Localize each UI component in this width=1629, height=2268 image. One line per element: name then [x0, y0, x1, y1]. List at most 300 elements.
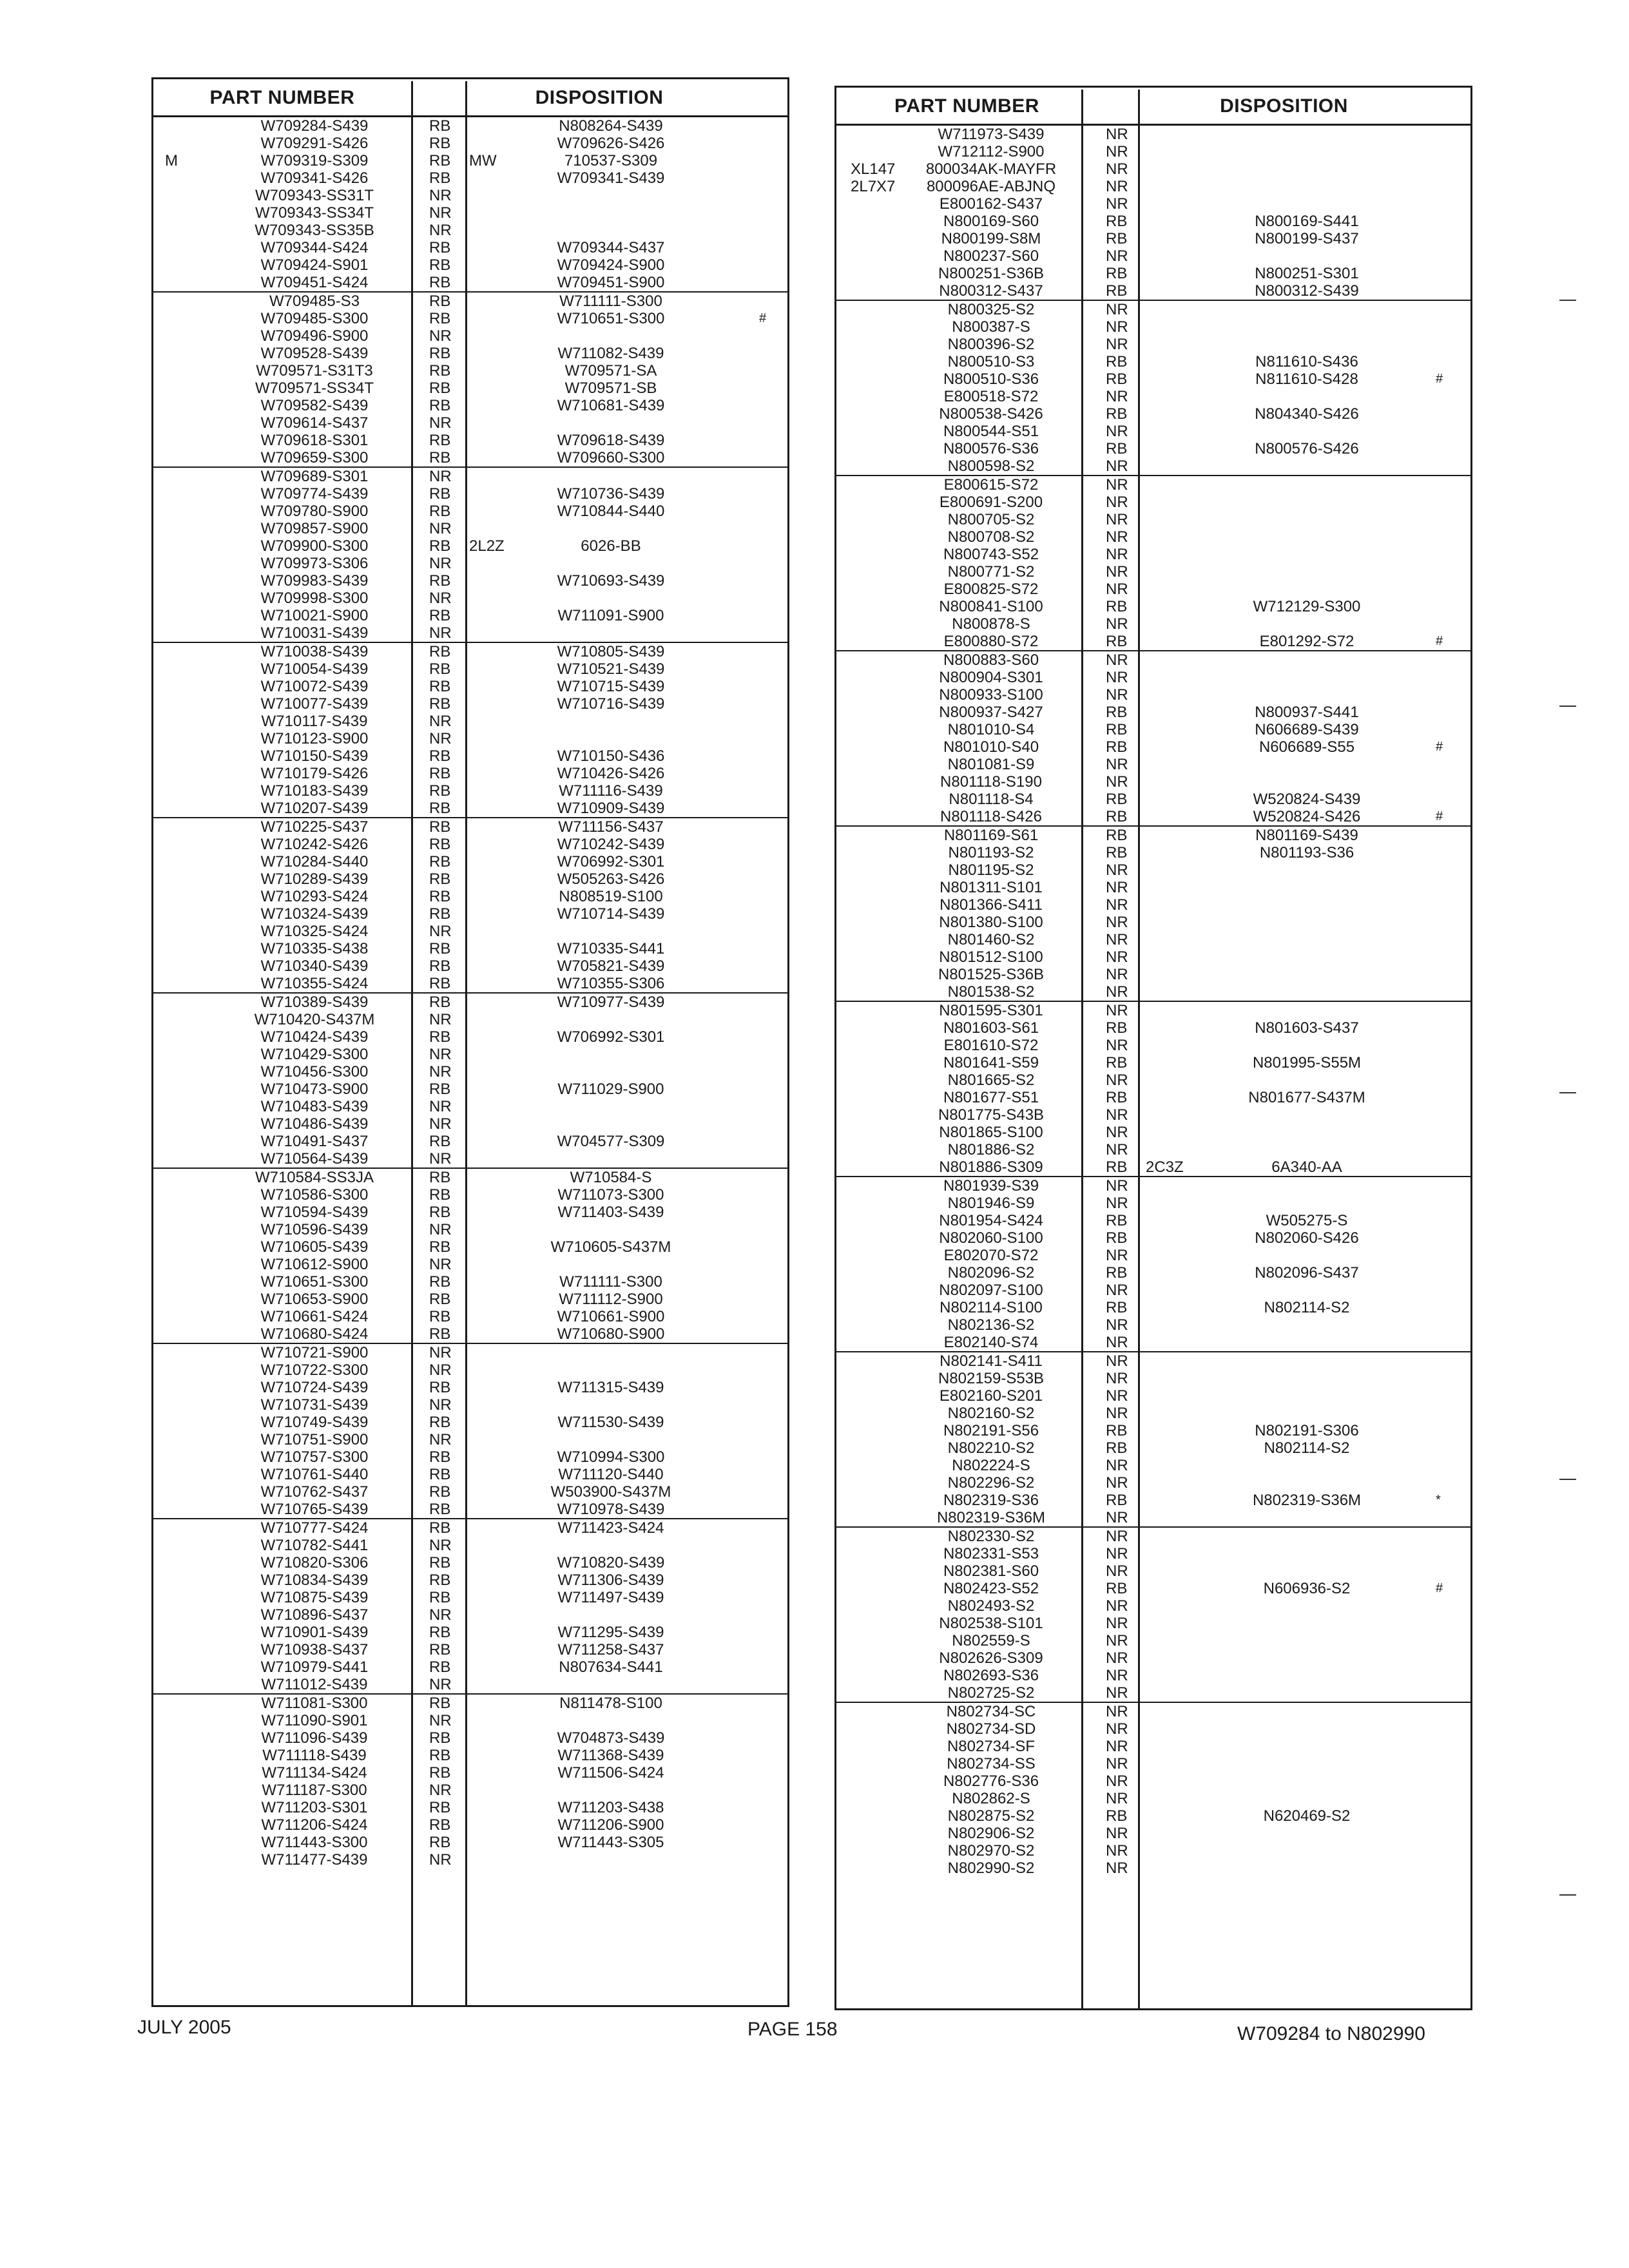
row-group — [153, 1168, 787, 1343]
part-number-cell: W710586-S300 — [260, 1186, 369, 1204]
table-row — [836, 1002, 1470, 1019]
part-number-cell: W709900-S300 — [260, 537, 369, 555]
table-row — [153, 1379, 787, 1396]
table-row — [836, 1106, 1470, 1124]
replacement-part-cell: W710680-S900 — [557, 1325, 665, 1343]
replacement-part-cell: N801603-S437 — [1255, 1019, 1359, 1037]
disposition-code-cell: RB — [1106, 598, 1128, 615]
part-number-cell: W710651-S300 — [260, 1273, 369, 1291]
table-row — [836, 457, 1470, 475]
replacement-part-cell: W710150-S436 — [557, 747, 665, 765]
table-row — [836, 738, 1470, 756]
disposition-code-cell: RB — [429, 905, 451, 923]
table-row — [153, 362, 787, 380]
disposition-code-cell: NR — [1106, 1405, 1128, 1422]
replacement-part-cell: W709618-S439 — [557, 432, 665, 449]
part-number-cell: W710225-S437 — [260, 818, 369, 836]
part-number-cell: W709341-S426 — [260, 169, 369, 187]
disposition-code-cell: NR — [1106, 1738, 1128, 1755]
part-number-cell: N800933-S100 — [939, 686, 1043, 704]
part-number-cell: W709618-S301 — [260, 432, 369, 449]
disposition-code-cell: NR — [1106, 1474, 1128, 1492]
table-row — [153, 940, 787, 957]
table-row — [836, 651, 1470, 669]
table-row — [153, 1431, 787, 1448]
part-number-cell: W710456-S300 — [260, 1063, 369, 1081]
table-row — [836, 1299, 1470, 1316]
replacement-part-cell: W704873-S439 — [557, 1729, 665, 1747]
replacement-part-cell: W710651-S300 — [557, 310, 665, 327]
replacement-part-cell: W709626-S426 — [557, 135, 665, 152]
note-mark-cell: # — [759, 311, 767, 325]
part-number-cell: N802191-S56 — [943, 1422, 1039, 1439]
table-row — [153, 747, 787, 765]
part-number-cell: N802693-S36 — [943, 1667, 1039, 1684]
replacement-part-cell: W711116-S439 — [559, 782, 663, 800]
disposition-code-cell: RB — [1106, 1492, 1128, 1509]
table-row — [836, 983, 1470, 1001]
table-row — [153, 1712, 787, 1729]
table-row — [153, 1729, 787, 1747]
row-group — [836, 1001, 1470, 1176]
table-row — [153, 905, 787, 923]
part-number-cell: N802559-S — [952, 1632, 1030, 1649]
table-row — [836, 423, 1470, 440]
table-row — [153, 503, 787, 520]
table-row — [153, 485, 787, 503]
table-row — [836, 195, 1470, 213]
disposition-code-cell: RB — [429, 1291, 451, 1308]
disposition-code-cell: RB — [429, 1169, 451, 1186]
part-number-cell: W709571-S31T3 — [256, 362, 373, 380]
table-row — [836, 1807, 1470, 1825]
disposition-code-cell: RB — [429, 572, 451, 590]
disposition-code-cell: NR — [1106, 1825, 1128, 1842]
table-row — [153, 380, 787, 397]
table-row — [836, 1229, 1470, 1247]
disposition-code-cell: NR — [429, 1782, 452, 1799]
table-row — [836, 948, 1470, 966]
table-row — [836, 318, 1470, 336]
part-number-cell: W710179-S426 — [260, 765, 369, 782]
part-number-cell: W710875-S439 — [260, 1589, 369, 1606]
disposition-code-cell: NR — [1106, 1545, 1128, 1562]
disposition-code-cell: NR — [429, 1431, 452, 1448]
table-row — [153, 1046, 787, 1063]
part-number-cell: N802296-S2 — [947, 1474, 1035, 1492]
column-divider — [1138, 90, 1140, 2008]
part-number-cell: W711206-S424 — [261, 1816, 368, 1834]
table-row — [153, 957, 787, 975]
part-number-cell: N802141-S411 — [940, 1352, 1043, 1370]
part-number-cell: N800904-S301 — [939, 669, 1043, 686]
table-row — [836, 1072, 1470, 1089]
part-number-cell: N801641-S59 — [943, 1054, 1039, 1072]
disposition-code-cell: NR — [1106, 388, 1128, 405]
part-number-cell: N801380-S100 — [939, 914, 1043, 931]
table-row — [836, 230, 1470, 247]
replacement-part-cell: N620469-S2 — [1263, 1807, 1351, 1825]
replacement-part-cell: W711315-S439 — [557, 1379, 664, 1396]
replacement-part-cell: W709571-SA — [564, 362, 657, 380]
disposition-code-cell: RB — [429, 1519, 451, 1537]
part-number-cell: N800237-S60 — [943, 247, 1039, 265]
disposition-code-cell: RB — [429, 765, 451, 782]
disposition-code-cell: NR — [1106, 1352, 1128, 1370]
row-group — [836, 650, 1470, 825]
disposition-code-cell: RB — [1106, 370, 1128, 388]
replacement-part-cell: W710844-S440 — [557, 503, 665, 520]
part-number-cell: E800691-S200 — [939, 494, 1043, 511]
replacement-part-cell: W710605-S437M — [550, 1238, 671, 1256]
part-number-cell: N802331-S53 — [943, 1545, 1039, 1562]
table-row — [153, 730, 787, 747]
replacement-part-cell: N811610-S436 — [1255, 353, 1358, 370]
disposition-code-cell: RB — [429, 239, 451, 256]
table-row — [153, 432, 787, 449]
replacement-part-cell: W704577-S309 — [557, 1133, 665, 1150]
disposition-code-cell: NR — [429, 624, 452, 642]
disposition-code-cell: RB — [1106, 265, 1128, 282]
disposition-code-cell: NR — [1106, 1387, 1128, 1405]
disposition-code-cell: RB — [1106, 1580, 1128, 1597]
part-number-cell: W709780-S900 — [260, 503, 369, 520]
column-divider — [1081, 90, 1083, 2008]
disposition-code-cell: RB — [429, 256, 451, 274]
disposition-code-cell: RB — [429, 1204, 451, 1221]
replacement-part-cell: N800576-S426 — [1255, 440, 1359, 457]
table-row — [153, 1519, 787, 1537]
replacement-part-cell: W710805-S439 — [557, 643, 665, 660]
disposition-code-cell: NR — [1106, 1124, 1128, 1141]
row-group — [836, 475, 1470, 650]
prefix-cell: M — [165, 152, 178, 169]
part-number-cell: W709496-S900 — [260, 327, 369, 345]
table-row — [153, 1414, 787, 1431]
part-number-cell: W709343-SS31T — [255, 187, 374, 204]
disposition-code-cell: NR — [429, 1396, 452, 1414]
part-number-cell: W709284-S439 — [260, 117, 369, 135]
table-row — [836, 966, 1470, 983]
margin-mark — [1559, 1092, 1576, 1093]
table-header — [836, 88, 1470, 126]
part-number-cell: E800615-S72 — [943, 476, 1039, 494]
table-row — [153, 239, 787, 256]
table-row — [836, 1509, 1470, 1526]
part-number-header: PART NUMBER — [209, 87, 355, 108]
replacement-part-cell: N801193-S36 — [1259, 844, 1354, 861]
part-number-cell: N802423-S52 — [943, 1580, 1039, 1597]
part-number-cell: N802097-S100 — [939, 1282, 1043, 1299]
disposition-code-cell: RB — [429, 1554, 451, 1571]
replacement-part-cell: W710736-S439 — [557, 485, 665, 503]
margin-mark — [1559, 300, 1576, 301]
table-body — [153, 117, 787, 2005]
replacement-part-cell: W710714-S439 — [557, 905, 665, 923]
disposition-code-cell: RB — [1106, 440, 1128, 457]
row-group — [836, 825, 1470, 1001]
replacement-part-cell: W503900-S437M — [550, 1483, 671, 1501]
replacement-part-cell: W505263-S426 — [557, 870, 665, 888]
disposition-code-cell: RB — [429, 1028, 451, 1046]
row-group — [836, 1702, 1470, 1877]
part-number-cell: W709973-S306 — [260, 555, 369, 572]
disposition-code-cell: NR — [1106, 1790, 1128, 1807]
table-row — [836, 1580, 1470, 1597]
table-row — [153, 1361, 787, 1379]
table-row — [836, 178, 1470, 195]
replacement-part-cell: W709344-S437 — [557, 239, 665, 256]
table-row — [153, 397, 787, 414]
prefix-cell: XL147 — [851, 160, 896, 178]
table-row — [836, 1562, 1470, 1580]
replacement-part-cell: W711111-S300 — [559, 1273, 662, 1291]
part-number-cell: E800162-S437 — [939, 195, 1043, 213]
disposition-code-cell: NR — [1106, 1195, 1128, 1212]
table-row — [836, 1457, 1470, 1474]
table-row — [153, 1834, 787, 1851]
part-number-cell: W709774-S439 — [260, 485, 369, 503]
disposition-code-cell: RB — [1106, 633, 1128, 650]
part-number-header: PART NUMBER — [894, 95, 1039, 117]
table-row — [153, 327, 787, 345]
table-row — [836, 1422, 1470, 1439]
table-row — [153, 1554, 787, 1571]
replacement-part-cell: W710693-S439 — [557, 572, 665, 590]
part-number-cell: W710661-S424 — [260, 1308, 369, 1325]
table-row — [836, 773, 1470, 791]
disposition-code-cell: NR — [1106, 1720, 1128, 1738]
table-row — [836, 265, 1470, 282]
replacement-part-cell: N804340-S426 — [1255, 405, 1359, 423]
disposition-code-cell: RB — [429, 607, 451, 624]
part-number-cell: E802160-S201 — [939, 1387, 1043, 1405]
disposition-code-cell: NR — [1106, 914, 1128, 931]
replacement-part-cell: W711443-S305 — [557, 1834, 664, 1851]
part-number-cell: N800878-S — [952, 615, 1030, 633]
disposition-code-cell: NR — [1106, 1528, 1128, 1545]
disposition-code-cell: RB — [429, 310, 451, 327]
part-number-cell: W711134-S424 — [262, 1764, 367, 1782]
disposition-code-cell: NR — [429, 187, 452, 204]
table-row — [153, 1676, 787, 1693]
replacement-part-cell: N606689-S439 — [1255, 721, 1359, 738]
disposition-code-cell: RB — [1106, 827, 1128, 844]
replacement-part-cell: W520824-S426 — [1253, 808, 1361, 825]
part-number-cell: N800312-S437 — [939, 282, 1043, 300]
disposition-code-cell: RB — [429, 1081, 451, 1098]
disposition-code-cell: RB — [1106, 1807, 1128, 1825]
table-row — [153, 1063, 787, 1081]
disposition-code-cell: RB — [429, 1799, 451, 1816]
part-number-cell: W710491-S437 — [260, 1133, 369, 1150]
table-row — [153, 1291, 787, 1308]
part-number-cell: W710335-S438 — [260, 940, 369, 957]
disposition-code-cell: RB — [1106, 1439, 1128, 1457]
part-number-cell: N802493-S2 — [947, 1597, 1035, 1615]
disposition-code-cell: NR — [1106, 457, 1128, 475]
part-number-cell: N802319-S36 — [943, 1492, 1039, 1509]
disposition-code-cell: NR — [429, 1098, 452, 1115]
part-number-cell: W710782-S441 — [260, 1537, 369, 1554]
replacement-part-cell: W710242-S439 — [557, 836, 665, 853]
disposition-code-cell: NR — [1106, 476, 1128, 494]
part-number-cell: N802776-S36 — [943, 1773, 1039, 1790]
disposition-code-cell: NR — [1106, 879, 1128, 896]
part-number-cell: N802990-S2 — [947, 1860, 1035, 1877]
disposition-code-cell: NR — [1106, 948, 1128, 966]
table-row — [836, 1545, 1470, 1562]
part-number-cell: N802319-S36M — [936, 1509, 1046, 1526]
table-row — [836, 1790, 1470, 1807]
part-number-cell: W710389-S439 — [260, 994, 369, 1011]
disposition-code-cell: RB — [1106, 230, 1128, 247]
part-number-cell: N801512-S100 — [939, 948, 1043, 966]
replacement-part-cell: W520824-S439 — [1253, 791, 1361, 808]
table-row — [836, 546, 1470, 563]
disposition-code-cell: RB — [429, 643, 451, 660]
disposition-code-cell: NR — [429, 327, 452, 345]
part-number-cell: N800771-S2 — [947, 563, 1035, 581]
table-row — [836, 1474, 1470, 1492]
part-number-cell: W710207-S439 — [260, 800, 369, 817]
part-number-cell: N802060-S100 — [939, 1229, 1043, 1247]
disposition-code-cell: NR — [1106, 1177, 1128, 1195]
table-row — [153, 888, 787, 905]
row-group — [153, 817, 787, 992]
disposition-code-cell: RB — [429, 1624, 451, 1641]
part-number-cell: N801081-S9 — [947, 756, 1035, 773]
part-number-cell: W710355-S424 — [260, 975, 369, 992]
table-row — [153, 1325, 787, 1343]
disposition-code-cell: RB — [1106, 844, 1128, 861]
part-number-cell: W710680-S424 — [260, 1325, 369, 1343]
part-number-cell: N802734-SF — [947, 1738, 1036, 1755]
note-mark-cell: # — [1436, 372, 1443, 386]
part-number-cell: N800598-S2 — [947, 457, 1035, 475]
part-number-cell: N801954-S424 — [939, 1212, 1043, 1229]
disposition-code-cell: NR — [429, 204, 452, 222]
disposition-code-cell: RB — [429, 1501, 451, 1518]
replacement-part-cell: W706992-S301 — [557, 853, 665, 870]
disposition-code-cell: RB — [1106, 353, 1128, 370]
disposition-code-cell: NR — [1106, 1773, 1128, 1790]
table-row — [153, 256, 787, 274]
note-mark-cell: # — [1436, 634, 1443, 648]
part-number-cell: N801886-S2 — [947, 1141, 1035, 1158]
table-row — [153, 1816, 787, 1834]
part-number-cell: N800396-S2 — [947, 336, 1035, 353]
part-number-cell: W709485-S300 — [260, 310, 369, 327]
part-number-cell: W710284-S440 — [260, 853, 369, 870]
disposition-code-cell: NR — [1106, 966, 1128, 983]
part-number-cell: W710424-S439 — [260, 1028, 369, 1046]
disposition-code-cell: RB — [429, 870, 451, 888]
disposition-code-cell: RB — [429, 274, 451, 291]
disposition-code-cell: NR — [1106, 528, 1128, 546]
row-group — [836, 300, 1470, 475]
part-number-cell: N801525-S36B — [938, 966, 1045, 983]
table-row — [153, 695, 787, 713]
part-number-cell: E802070-S72 — [943, 1247, 1039, 1264]
part-number-cell: N801118-S190 — [940, 773, 1042, 791]
part-number-cell: N800169-S60 — [943, 213, 1039, 230]
table-row — [153, 1150, 787, 1168]
replacement-part-cell: W711156-S437 — [558, 818, 664, 836]
row-group — [836, 126, 1470, 300]
table-row — [836, 1141, 1470, 1158]
disposition-code-cell: RB — [1106, 1229, 1128, 1247]
replacement-part-cell: N808264-S439 — [559, 117, 663, 135]
replacement-part-cell: N800312-S439 — [1255, 282, 1359, 300]
table-row — [836, 931, 1470, 948]
replacement-part-cell: N801995-S55M — [1252, 1054, 1362, 1072]
disposition-code-cell: RB — [429, 695, 451, 713]
part-number-cell: W710324-S439 — [260, 905, 369, 923]
part-number-cell: W710749-S439 — [260, 1414, 369, 1431]
disposition-code-cell: RB — [1106, 1422, 1128, 1439]
disposition-code-cell: NR — [1106, 1282, 1128, 1299]
table-row — [153, 1695, 787, 1712]
table-row — [836, 388, 1470, 405]
table-row — [836, 1773, 1470, 1790]
part-number-cell: W710612-S900 — [260, 1256, 369, 1273]
table-row — [836, 879, 1470, 896]
table-row — [153, 1396, 787, 1414]
part-number-cell: W709983-S439 — [260, 572, 369, 590]
table-row — [153, 152, 787, 169]
replacement-part-cell: W711112-S900 — [559, 1291, 663, 1308]
replacement-part-cell: N800251-S301 — [1255, 265, 1359, 282]
disposition-code-cell: RB — [429, 1589, 451, 1606]
table-row — [153, 204, 787, 222]
part-number-cell: W710757-S300 — [260, 1448, 369, 1466]
disposition-code-cell: RB — [429, 449, 451, 466]
part-number-cell: W711443-S300 — [261, 1834, 368, 1851]
table-row — [836, 1195, 1470, 1212]
part-number-cell: N802875-S2 — [947, 1807, 1035, 1825]
row-group — [153, 291, 787, 466]
disposition-code-cell: NR — [1106, 1755, 1128, 1773]
part-number-cell: N800841-S100 — [939, 598, 1043, 615]
table-row — [153, 1466, 787, 1483]
part-number-cell: W710429-S300 — [260, 1046, 369, 1063]
part-number-cell: W710031-S439 — [260, 624, 369, 642]
disposition-code-cell: NR — [1106, 247, 1128, 265]
disposition-code-cell: NR — [1106, 1615, 1128, 1632]
replacement-part-cell: W710521-S439 — [557, 660, 665, 678]
table-row — [836, 1316, 1470, 1334]
disposition-code-cell: RB — [429, 1483, 451, 1501]
row-group — [836, 1176, 1470, 1351]
disposition-code-cell: NR — [1106, 1649, 1128, 1667]
part-number-cell: N801665-S2 — [947, 1072, 1035, 1089]
disposition-code-cell: NR — [1106, 1562, 1128, 1580]
part-number-cell: N801118-S4 — [949, 791, 1034, 808]
part-number-cell: W710896-S437 — [260, 1606, 369, 1624]
replacement-part-cell: W711497-S439 — [557, 1589, 664, 1606]
table-row — [836, 126, 1470, 143]
disposition-code-cell: RB — [429, 117, 451, 135]
table-row — [153, 1589, 787, 1606]
row-group — [153, 466, 787, 642]
table-row — [153, 468, 787, 485]
replacement-part-cell: N802319-S36M — [1252, 1492, 1362, 1509]
replacement-part-cell: W711073-S300 — [557, 1186, 664, 1204]
disposition-code-cell: NR — [1106, 983, 1128, 1001]
replacement-part-cell: N811478-S100 — [559, 1695, 662, 1712]
table-row — [836, 1352, 1470, 1370]
